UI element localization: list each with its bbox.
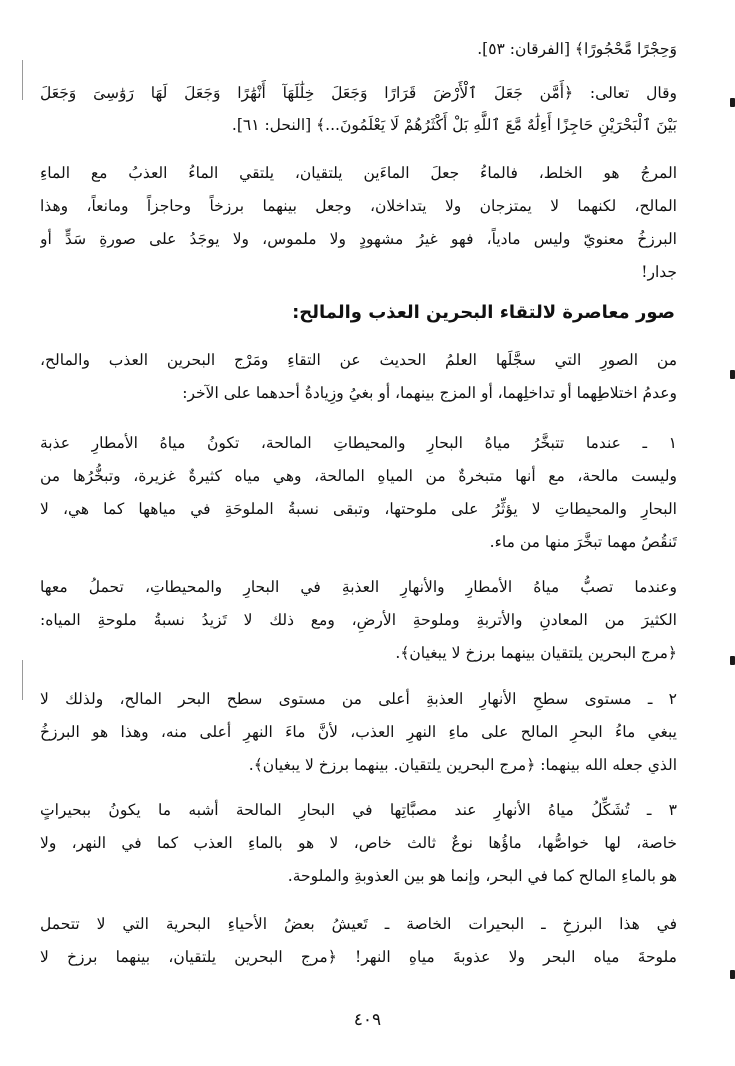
quran-verse-line-1: وقال تعالى: ﴿أَمَّن جَعَلَ ٱلْأَرْضَ قَرَارًا وَجَعَلَ خِلَٰلَهَآ أَنْهَٰرًا وَجَعَلَ لَهَا رَوَٰسِىَ وَجَعَلَ (40, 84, 677, 102)
paragraph-1-line: المالح، لكنهما لا يمتزجان ولا يتداخلان، وجعل بينهما برزخاً وحاجزاً ومانعاً، وهذا (40, 197, 677, 215)
paragraph-7-line: في هذا البرزخِ ـ البحيرات الخاصة ـ تَعيشُ بعضُ الأحياءِ البحرية التي لا تتحمل (40, 915, 677, 933)
margin-mark (730, 370, 735, 379)
section-heading: صور معاصرة لالتقاء البحرين العذب والمالح: (292, 302, 675, 323)
paragraph-4-line: الكثيرَ من المعادنِ والأتربةِ وملوحةِ الأرضِ، ومع ذلك لا تَزيدُ نسبةُ ملوحةِ المياه: (40, 611, 677, 629)
paragraph-1-line: المرجُ هو الخلط، فالماءُ جعلَ الماءَين يلتقيان، يلتقي الماءُ العذبُ مع الماءِ (40, 164, 677, 182)
paragraph-5-line: ٢ ـ مستوى سطحِ الأنهارِ العذبةِ أعلى من مستوى سطح البحر المالح، ولذلك لا (40, 690, 677, 708)
quran-verse-line-2: بَيْنَ ٱلْبَحْرَيْنِ حَاجِزًا أَءِلَٰهٌ مَّعَ ٱللَّهِ بَلْ أَكْثَرُهُمْ لَا يَعْلَمُونَ...﴾ [النحل: ٦١]. (231, 116, 677, 134)
paragraph-1-line: جدار! (641, 263, 677, 281)
paragraph-2-line: وعدمُ اختلاطِهما أو تداخلِهما، أو المزج بينهما، أو بغيُ وزِيادةُ أحدهما على الآخر: (182, 384, 677, 402)
scan-rule (22, 60, 23, 100)
paragraph-6-line: ٣ ـ تُشَكِّلُ مياهُ الأنهارِ عند مصبَّاتِها في البحارِ المالحة أشبه ما يكونُ ببحيراتٍ (40, 801, 677, 819)
margin-mark (730, 970, 735, 979)
paragraph-3-line: وليست مالحة، مع أنها متبخرةٌ من المياهِ المالحة، وهي مياه كثيرةٌ غزيرة، وتبخُّرُها من (40, 467, 677, 485)
paragraph-7-line: ملوحةَ مياه البحر ولا عذوبةَ مياهِ النهر! ﴿مرج البحرين يلتقيان، بينهما برزخ لا (40, 948, 677, 966)
paragraph-2-line: من الصورِ التي سجَّلَها العلمُ الحديث عن التقاءِ ومَرْج البحرين العذب والمالح، (40, 351, 677, 369)
margin-mark (730, 98, 735, 107)
paragraph-6-line: هو بالماءِ المالح كما في البحر، وإنما هو بين العذوبةِ والملوحة. (287, 867, 677, 885)
margin-mark (730, 656, 735, 665)
paragraph-5-line: يبغي ماءُ البحرِ المالح على ماءِ النهرِ العذب، لأنَّ ماءَ النهرِ أعلى منه، وهذا هو البرزخُ (40, 723, 677, 741)
paragraph-3-line: ١ ـ عندما تتبخَّرُ مياهُ البحارِ والمحيطاتِ المالحة، تكونُ مياهُ الأمطارِ عذبة (40, 434, 677, 452)
paragraph-6-line: خاصة، لها خواصُّها، ماؤُها نوعٌ ثالث خاص، لا هو بالماءِ العذب كما في النهر، ولا (40, 834, 677, 852)
paragraph-3-line: البحارِ والمحيطاتِ لا يؤثِّرُ على ملوحتها، وتبقى نسبةُ الملوحَةِ في مياهها كما هي، لا (40, 500, 677, 518)
paragraph-1-line: البرزخُ معنويّ وليس مادياً، فهو غيرُ مشهودٍ ولا ملموس، ولا يوجَدُ على صورةِ سَدٍّ أو (40, 230, 677, 248)
paragraph-3-line: تَنقُصُ مهما تبخَّرَ منها من ماء. (489, 533, 677, 551)
paragraph-4-line: ﴿مرج البحرين يلتقيان بينهما برزخ لا يبغيان﴾. (395, 644, 677, 662)
page-number: ٤٠٩ (353, 1010, 382, 1030)
paragraph-4-line: وعندما تصبُّ مياهُ الأمطارِ والأنهارِ العذبةِ في البحارِ والمحيطاتِ، تحملُ معها (40, 578, 677, 596)
scan-rule (22, 660, 23, 700)
quran-citation-line: وَحِجْرًا مَّحْجُورًا﴾ [الفرقان: ٥٣]. (477, 40, 677, 58)
paragraph-5-line: الذي جعله الله بينهما: ﴿مرج البحرين يلتقيان. بينهما برزخ لا يبغيان﴾. (248, 756, 677, 774)
